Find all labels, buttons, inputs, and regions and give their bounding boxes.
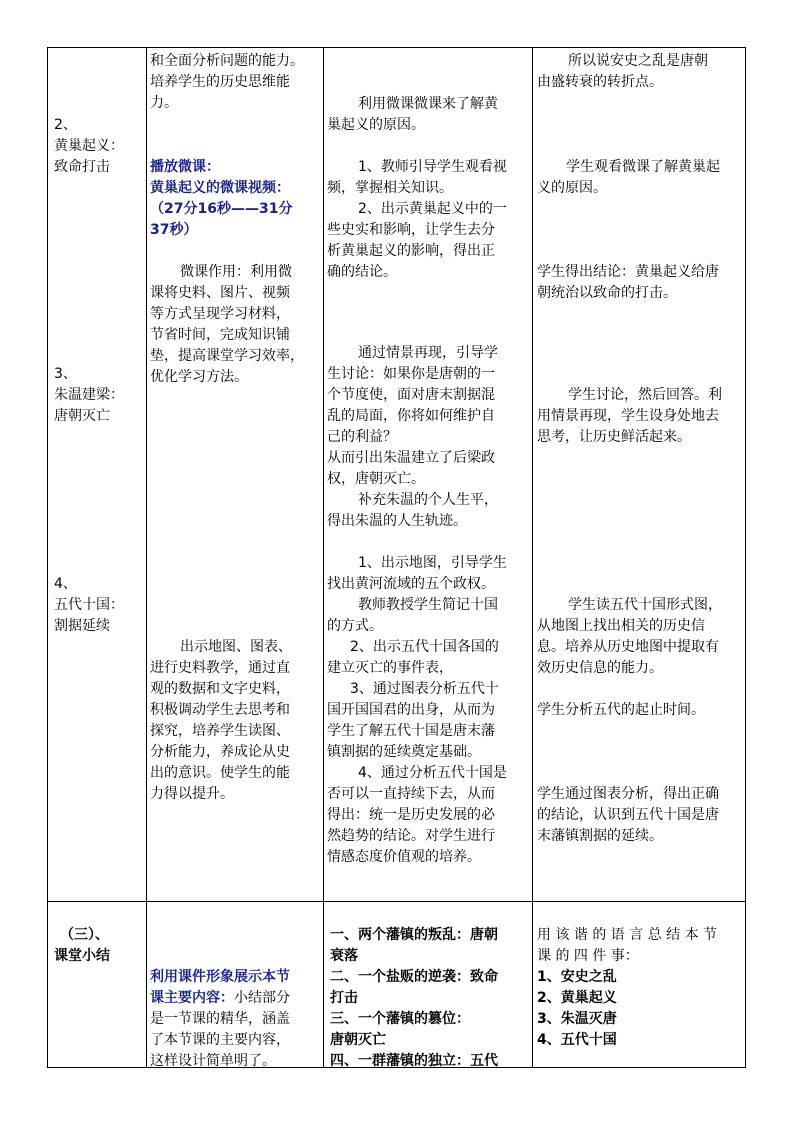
- teacher-line: 国开国国君的出身，从而为: [327, 702, 495, 718]
- teacher-line: 些史实和影响，让学生去分: [327, 222, 495, 238]
- section-3-subtitle: 唐朝灭亡: [54, 408, 110, 424]
- intent-line: 培养学生的历史思维能: [150, 74, 290, 90]
- student-line: 用情景再现，学生设身处地去: [537, 408, 719, 424]
- teacher-line: 己的利益？: [327, 429, 397, 445]
- section-4-title: 五代十国：: [54, 597, 124, 613]
- summary-point: 三、一个藩镇的篡位：: [330, 1011, 470, 1027]
- summary-event: 3、朱温灭唐: [537, 1011, 617, 1027]
- column-divider-2: [323, 48, 324, 1067]
- student-line: 义的原因。: [537, 180, 607, 196]
- intent-line: 进行史料教学，通过直: [150, 660, 290, 676]
- teacher-line: 确的结论。: [327, 264, 397, 280]
- teacher-line: 频，掌握相关知识。: [327, 180, 453, 196]
- teacher-line: 的方式。: [327, 618, 383, 634]
- intent-line: 探究，培养学生读图、: [150, 723, 290, 739]
- section-4-number: 4、: [54, 576, 77, 592]
- intent-line: 出的意识。使学生的能: [150, 765, 290, 781]
- section-summary-title: 课堂小结: [54, 948, 110, 964]
- teacher-line: 建立灭亡的事件表，: [327, 660, 453, 676]
- intent-line: 等方式呈现学习材料，: [150, 306, 290, 322]
- section-4-subtitle: 割据延续: [54, 618, 110, 634]
- section-3-number: 3、: [54, 366, 77, 382]
- student-line: 学生分析五代的起止时间。: [537, 702, 705, 718]
- summary-intent-line: 了本节课的主要内容，: [150, 1032, 290, 1048]
- intent-line: 观的数据和文字史料，: [150, 681, 290, 697]
- student-line: 的结论，认识到五代十国是唐: [537, 807, 719, 823]
- summary-point: 二、一个盐贩的逆袭：致命: [330, 969, 498, 985]
- intent-line: 力。: [150, 95, 178, 111]
- teacher-line: 4、通过分析五代十国是: [358, 765, 507, 781]
- teacher-line: 镇割据的延续奠定基础。: [327, 744, 481, 760]
- summary-event: 4、五代十国: [537, 1032, 617, 1048]
- student-line: 学生讨论，然后回答。利: [568, 387, 722, 403]
- summary-point: 唐朝灭亡: [330, 1032, 386, 1048]
- teacher-line: 情感态度价值观的培养。: [327, 849, 481, 865]
- student-line: 末藩镇割据的延续。: [537, 828, 663, 844]
- summary-point: 打击: [330, 990, 358, 1006]
- student-line: 息。培养从历史地图中提取有: [537, 639, 719, 655]
- video-timestamp-end: 37秒）: [150, 222, 198, 238]
- student-line: 学生观看微课了解黄巢起: [566, 159, 720, 175]
- intent-line: 和全面分析问题的能力。: [150, 53, 304, 69]
- summary-point: 衰落: [330, 948, 358, 964]
- teacher-line: 权，唐朝灭亡。: [327, 471, 425, 487]
- section-3-title: 朱温建梁：: [54, 387, 124, 403]
- student-line: 思考，让历史鲜活起来。: [537, 429, 691, 445]
- summary-point: 四、一群藩镇的独立：五代: [330, 1053, 498, 1069]
- summary-intent-bold: 课主要内容：: [150, 990, 234, 1006]
- teacher-line: 个节度使，面对唐末割据混: [327, 387, 495, 403]
- teacher-line: 找出黄河流域的五个政权。: [327, 576, 495, 592]
- summary-point: 一、两个藩镇的叛乱：唐朝: [330, 927, 498, 943]
- video-timestamp: （27分16秒——31分: [150, 201, 293, 217]
- student-line: 所以说安史之乱是唐朝: [568, 53, 708, 69]
- teacher-line: 2、出示五代十国各国的: [350, 639, 499, 655]
- intent-line: 分析能力，养成论从史: [150, 744, 290, 760]
- intent-line: 垫，提高课堂学习效率，: [150, 348, 304, 364]
- student-line: 效历史信息的能力。: [537, 660, 663, 676]
- summary-intent-line: 这样设计简单明了。: [150, 1053, 276, 1069]
- student-line: 学生通过图表分析，得出正确: [537, 786, 719, 802]
- intent-line: 优化学习方法。: [150, 369, 248, 385]
- intent-line: 积极调动学生去思考和: [150, 702, 290, 718]
- play-video-label: 播放微课：: [150, 159, 220, 175]
- teacher-line: 学生了解五代十国是唐末藩: [327, 723, 495, 739]
- intent-line: 课将史料、图片、视频: [150, 285, 290, 301]
- row-divider-summary: [48, 901, 745, 902]
- student-line: 由盛转衰的转折点。: [537, 74, 663, 90]
- student-line: 用 该 谐 的 语 言 总 结 本 节: [537, 927, 718, 943]
- teacher-line: 2、出示黄巢起义中的一: [358, 201, 507, 217]
- section-2-number: 2、: [54, 117, 77, 133]
- teacher-line: 得出朱温的人生轨迹。: [327, 513, 467, 529]
- intent-line: 节省时间，完成知识铺: [150, 327, 290, 343]
- teacher-line: 教师教授学生简记十国: [358, 597, 498, 613]
- student-line: 学生读五代十国形式图，: [568, 597, 722, 613]
- summary-intent-bold: 利用课件形象展示本节: [150, 969, 290, 985]
- student-line: 从地图上找出相关的历史信: [537, 618, 705, 634]
- intent-line: 微课作用：利用微: [180, 264, 292, 280]
- video-title: 黄巢起义的微课视频：: [150, 180, 290, 196]
- teacher-line: 得出：统一是历史发展的必: [327, 807, 495, 823]
- teacher-line: 生讨论：如果你是唐朝的一: [327, 366, 495, 382]
- summary-intent-text: 小结部分: [234, 990, 290, 1006]
- summary-event: 2、黄巢起义: [537, 990, 617, 1006]
- student-line: 学生得出结论：黄巢起义给唐: [537, 264, 719, 280]
- teacher-line: 补充朱温的个人生平，: [358, 492, 498, 508]
- teacher-line: 析黄巢起义的影响，得出正: [327, 243, 495, 259]
- teacher-line: 从而引出朱温建立了后梁政: [327, 450, 495, 466]
- teacher-line: 巢起义的原因。: [327, 117, 425, 133]
- teacher-line: 1、教师引导学生观看视: [358, 159, 507, 175]
- summary-event: 1、安史之乱: [537, 969, 617, 985]
- teacher-line: 1、出示地图，引导学生: [358, 555, 507, 571]
- column-divider-1: [146, 48, 147, 1067]
- teacher-line: 3、通过图表分析五代十: [350, 681, 499, 697]
- teacher-line: 然趋势的结论。对学生进行: [327, 828, 495, 844]
- section-2-title: 黄巢起义：: [54, 138, 124, 154]
- column-divider-3: [532, 48, 533, 1067]
- intent-line: 力得以提升。: [150, 786, 234, 802]
- section-summary-number: （三）、: [60, 927, 109, 943]
- summary-intent-line: [150, 988, 290, 1009]
- teacher-line: 乱的局面，你将如何维护自: [327, 408, 495, 424]
- summary-intent-line: 是一节课的精华，涵盖: [150, 1011, 290, 1027]
- section-2-subtitle: 致命打击: [54, 159, 110, 175]
- teacher-line: 利用微课微课来了解黄: [358, 96, 498, 112]
- student-line: 课 的 四 件 事：: [537, 948, 639, 964]
- teacher-line: 否可以一直持续下去，从而: [327, 786, 495, 802]
- intent-line: 出示地图、图表、: [180, 639, 292, 655]
- student-line: 朝统治以致命的打击。: [537, 285, 677, 301]
- teacher-line: 通过情景再现，引导学: [358, 345, 498, 361]
